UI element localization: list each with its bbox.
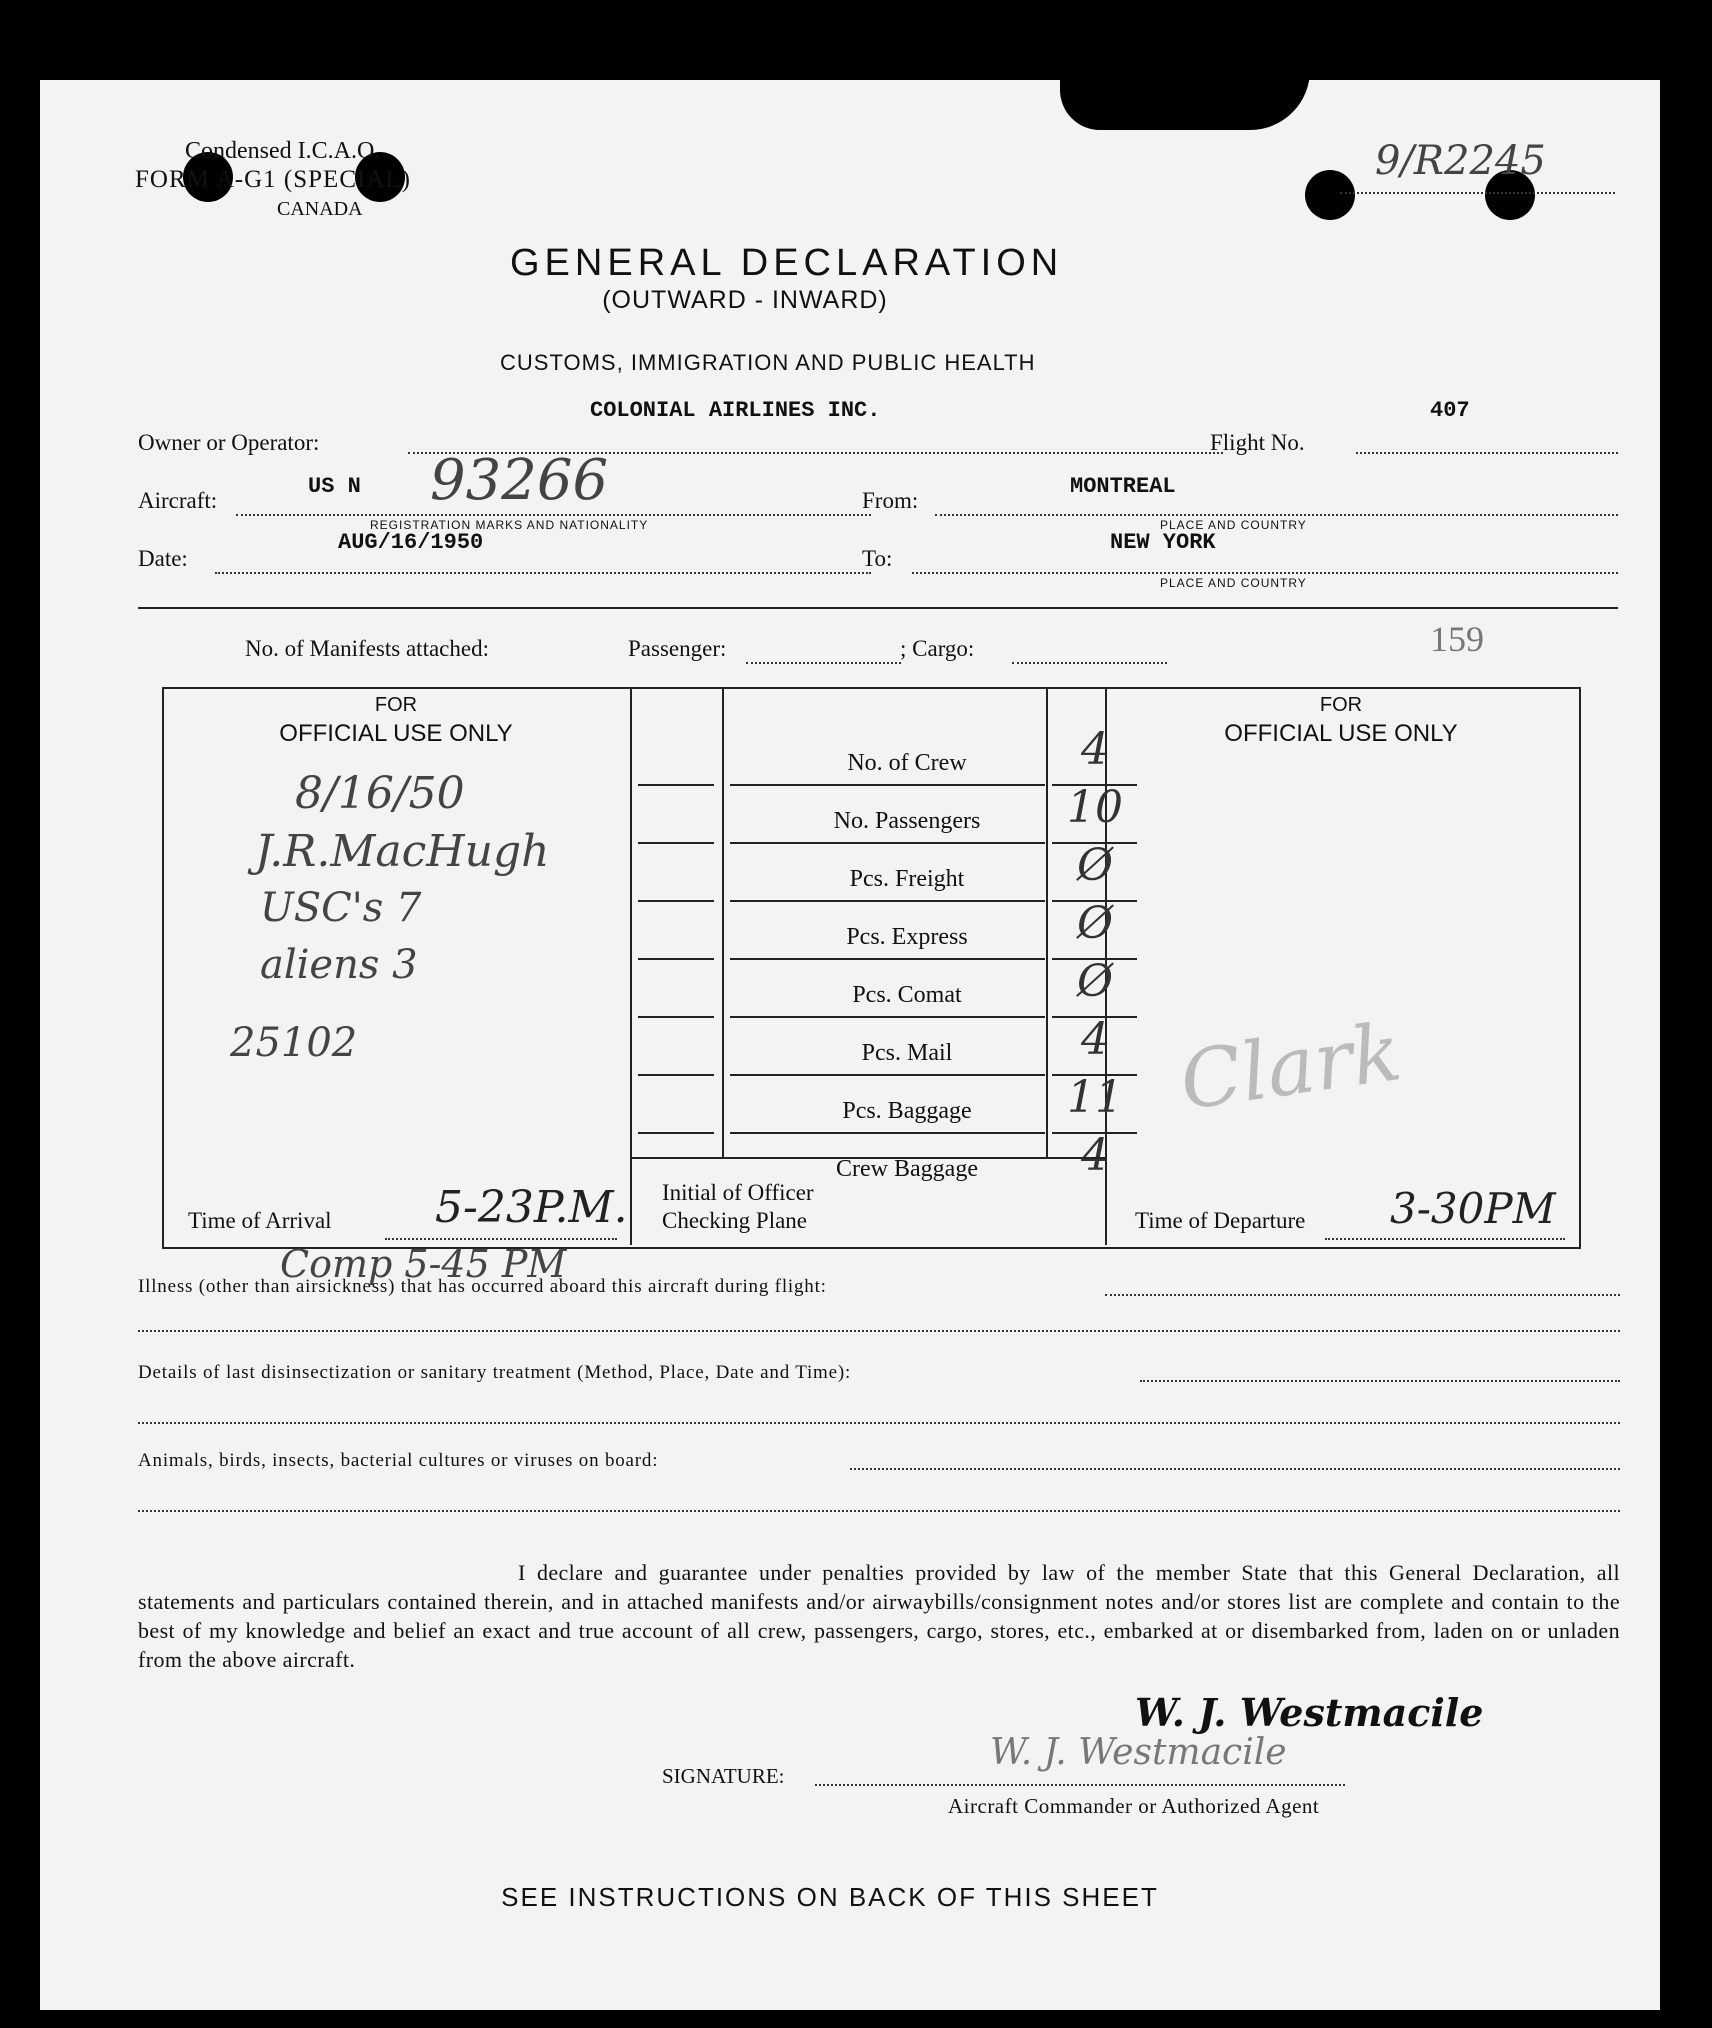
count-label: No. Passengers xyxy=(833,808,981,834)
count-value: 4 xyxy=(1081,1014,1109,1065)
left-note-officer: J.R.MacHugh xyxy=(255,826,550,877)
disinsect-label: Details of last disinsectization or sanitary treatment (Method, Place, Date and Time): xyxy=(138,1362,852,1383)
count-value: Ø xyxy=(1076,956,1114,1007)
table-divider xyxy=(722,687,724,1157)
animals-label: Animals, birds, insects, bacterial cultures or viruses on board: xyxy=(138,1450,659,1471)
cargo-line xyxy=(1012,662,1167,664)
to-label: To: xyxy=(862,546,893,571)
form-id-line3: CANADA xyxy=(277,198,363,220)
departure-line xyxy=(1325,1238,1565,1240)
count-label: Crew Baggage xyxy=(836,1156,978,1182)
initial-label1: Initial of Officer xyxy=(662,1180,814,1205)
animals-line-2 xyxy=(138,1510,1620,1512)
aircraft-value-hand: 93266 xyxy=(430,448,609,513)
count-rule xyxy=(730,784,1045,786)
count-value: 11 xyxy=(1067,1072,1123,1123)
initial-rule xyxy=(638,1074,714,1076)
torn-edge xyxy=(1060,70,1310,130)
left-note-date: 8/16/50 xyxy=(295,768,465,819)
page-title: GENERAL DECLARATION xyxy=(510,242,1064,284)
header-divider xyxy=(138,607,1618,609)
aircraft-label: Aircraft: xyxy=(138,488,218,513)
signature-caption: Aircraft Commander or Authorized Agent xyxy=(948,1794,1320,1818)
owner-value: COLONIAL AIRLINES INC. xyxy=(590,398,881,423)
officer-stamp: Clark xyxy=(1174,1005,1407,1128)
date-label: Date: xyxy=(138,546,188,571)
agencies-heading: CUSTOMS, IMMIGRATION AND PUBLIC HEALTH xyxy=(500,350,1036,375)
disinsect-line xyxy=(1140,1380,1620,1382)
declaration-text: I declare and guarantee under penalties provided by law of the member State that this General Declaration, all statements and particulars contained therein, and in attached manifests and/or airwaybills/consignment notes and/or stores list are complete and contain to the best of my knowledge and belief an exact and true account of all crew, passengers, cargo, stores, etc., embarked at or disembarked from, laden on or unladen from the above aircraft. xyxy=(138,1560,1620,1672)
count-bottom-rule xyxy=(630,1157,1105,1159)
initial-rule xyxy=(638,958,714,960)
form-id-line1: Condensed I.C.A.O. xyxy=(185,138,381,164)
count-rule xyxy=(730,900,1045,902)
signature-line xyxy=(815,1784,1345,1786)
flight-label: Flight No. xyxy=(1210,430,1305,455)
punch-hole xyxy=(1305,170,1355,220)
count-rule xyxy=(730,1074,1045,1076)
date-value: AUG/16/1950 xyxy=(338,530,484,555)
aircraft-line xyxy=(236,514,871,516)
completion-note: Comp 5-45 PM xyxy=(280,1242,567,1286)
illness-label: Illness (other than airsickness) that has occurred aboard this aircraft during flight: xyxy=(138,1276,827,1297)
count-rule xyxy=(730,1132,1045,1134)
initial-label2: Checking Plane xyxy=(662,1208,807,1233)
count-value: 4 xyxy=(1081,1130,1109,1181)
left-official-heading1: FOR xyxy=(374,694,418,716)
owner-label: Owner or Operator: xyxy=(138,430,320,455)
cargo-label: ; Cargo: xyxy=(900,636,975,661)
passenger-label: Passenger: xyxy=(628,636,727,661)
initial-rule xyxy=(638,1016,714,1018)
departure-label: Time of Departure xyxy=(1135,1208,1306,1233)
from-caption: PLACE AND COUNTRY xyxy=(1160,518,1307,532)
count-value: 4 xyxy=(1081,724,1109,775)
illness-line xyxy=(1105,1294,1620,1296)
signature-1: W. J. Westmacile xyxy=(1135,1690,1484,1735)
initial-rule xyxy=(638,842,714,844)
count-label: No. of Crew xyxy=(847,750,967,776)
manifests-label: No. of Manifests attached: xyxy=(245,636,489,661)
count-rule xyxy=(730,842,1045,844)
signature-2: W. J. Westmacile xyxy=(990,1732,1287,1773)
from-label: From: xyxy=(862,488,919,513)
signature-label: SIGNATURE: xyxy=(662,1764,785,1788)
count-value: Ø xyxy=(1076,898,1114,949)
form-id-line2: FORM A-G1 (SPECIAL) xyxy=(135,166,411,193)
aircraft-value-typed: US N xyxy=(308,474,361,499)
left-official-heading2: OFFICIAL USE ONLY xyxy=(279,720,513,747)
count-value: 10 xyxy=(1067,782,1123,833)
initial-rule xyxy=(638,784,714,786)
initial-rule xyxy=(638,900,714,902)
arrival-label: Time of Arrival xyxy=(188,1208,332,1233)
count-rule xyxy=(730,958,1045,960)
count-rule xyxy=(730,1016,1045,1018)
footer-instructions: SEE INSTRUCTIONS ON BACK OF THIS SHEET xyxy=(501,1882,1159,1912)
arrival-line xyxy=(385,1238,617,1240)
date-line xyxy=(215,572,871,574)
illness-line-2 xyxy=(138,1330,1620,1332)
count-label: Pcs. Express xyxy=(846,924,968,950)
left-note-citizens: USC's 7 xyxy=(260,885,422,931)
count-label: Pcs. Baggage xyxy=(842,1098,972,1124)
left-note-number: 25102 xyxy=(230,1020,358,1066)
from-line xyxy=(935,514,1618,516)
to-value: NEW YORK xyxy=(1110,530,1216,555)
value-column-divider xyxy=(1046,687,1048,1157)
page-subtitle: (OUTWARD - INWARD) xyxy=(602,286,888,314)
file-reference: 9/R2245 xyxy=(1375,138,1546,184)
passenger-line xyxy=(746,662,901,664)
aircraft-caption: REGISTRATION MARKS AND NATIONALITY xyxy=(370,518,649,532)
arrival-value: 5-23P.M. xyxy=(435,1182,628,1233)
departure-value: 3-30PM xyxy=(1390,1184,1556,1233)
right-official-heading2: OFFICIAL USE ONLY xyxy=(1224,720,1458,747)
from-value: MONTREAL xyxy=(1070,474,1176,499)
count-label: Pcs. Comat xyxy=(852,982,962,1008)
count-label: Pcs. Freight xyxy=(849,866,965,892)
disinsect-line-2 xyxy=(138,1422,1620,1424)
declaration-sheet xyxy=(40,80,1660,2010)
count-label: Pcs. Mail xyxy=(861,1040,953,1066)
right-official-heading1: FOR xyxy=(1319,694,1363,716)
to-line xyxy=(912,572,1618,574)
flight-value: 407 xyxy=(1430,398,1470,423)
manifest-number: 159 xyxy=(1430,619,1484,659)
count-value: Ø xyxy=(1076,840,1114,891)
flight-line xyxy=(1356,452,1618,454)
animals-line xyxy=(850,1468,1620,1470)
left-note-aliens: aliens 3 xyxy=(260,942,418,988)
initial-rule xyxy=(638,1132,714,1134)
to-caption: PLACE AND COUNTRY xyxy=(1160,576,1307,590)
file-ref-line xyxy=(1340,192,1615,194)
table-divider xyxy=(630,687,632,1245)
